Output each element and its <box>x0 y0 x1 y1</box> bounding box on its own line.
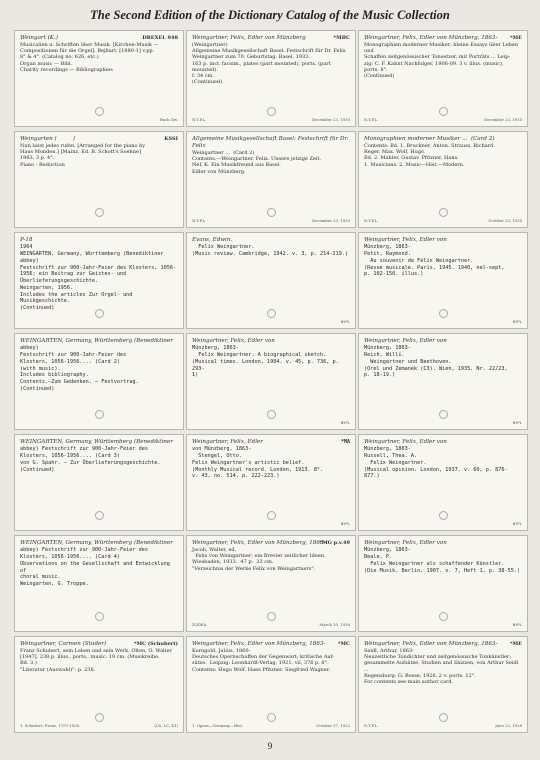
card-line: p. 102-150. illus.) <box>364 271 424 278</box>
card-line: Weingarten, 1956. <box>20 284 74 291</box>
card-line: Monographien moderner Musiker; kleine Essays über Leben und <box>364 41 520 55</box>
card-line: sätze. Leipzig: Leonhardt-Verlag, 1921. vii, 376 p. 8°. <box>192 660 329 667</box>
card-punch-hole <box>439 713 448 722</box>
card-line: Wiesbaden, 1933. 47 p. 23 cm. <box>192 559 274 566</box>
card-footer-text: 1. Opera—Germany—Hist. <box>192 723 244 729</box>
call-number: *MC <box>337 641 350 647</box>
card-footer-text: Bach Div. <box>160 117 178 123</box>
card-line: Schaffen zeitgenössischer Tonsetzer, mit Porträts ... Leip- <box>364 54 511 61</box>
card-line: Münzberg, 1863- <box>364 547 411 554</box>
card-footer <box>192 623 350 628</box>
card-line: Klosters, 1056-1956.... (Card 3) <box>20 453 120 460</box>
card-line: abbey) Festschrift zur 900-Jahr-Feier des <box>20 446 149 453</box>
card-heading: Weingartner, Felix, Edler von <box>192 338 275 344</box>
catalog-card <box>14 434 184 531</box>
card-heading: Weingart (K.) <box>20 35 58 41</box>
card-footer-text: October 23, 1935 <box>488 218 522 224</box>
card-line: (Die Musik. Berlin, 1907. v. 7, Heft 1, p. 38-55.) <box>364 567 521 574</box>
card-punch-hole <box>95 511 104 520</box>
card-line: Charity recordings — Bibliographies <box>20 66 113 73</box>
card-footer-text: N.Y.P.L. <box>364 218 379 224</box>
card-line: Jacob, Walter, ed. <box>192 546 237 553</box>
card-footer-text: NYPL <box>512 622 522 628</box>
card-footer-text: December 23, 1935 <box>312 117 350 123</box>
card-punch-hole <box>439 107 448 116</box>
card-footer <box>364 522 522 527</box>
card-footer <box>364 623 522 628</box>
card-line: (Continued) <box>20 305 55 312</box>
card-line: (Monthly Musical record. London, 1913. 8°. <box>192 466 324 473</box>
card-line: choral music. <box>20 574 61 581</box>
card-line: Compositionen für die Orgel]. Bejhart, [1880-1] v.pp. <box>20 48 155 55</box>
card-line: 1963. 3 p. 4°. <box>20 155 55 162</box>
card-line: Au souvenir de Félix Weingartner. <box>364 257 474 264</box>
card-line: 1956; ein Beitrag zur Geistes- und Überlieferungsgeschichte. <box>20 271 130 285</box>
catalog-card <box>186 535 356 632</box>
card-footer-text: NYPL <box>340 420 350 426</box>
card-line: Felix Weingartner. A biographical sketch. <box>192 352 327 359</box>
card-line: Allgemeine Musikgesellschaft Basel: Festschrift für Dr. Felix <box>192 48 346 55</box>
card-line: (Weingartner) <box>192 41 228 48</box>
card-punch-hole <box>267 511 276 520</box>
card-line: 1. Musicians. 2. Music—Hist.—Modern. <box>364 161 465 168</box>
card-line: For contents see main author card. <box>364 679 454 686</box>
call-number: DREXEL 948 <box>142 35 178 41</box>
card-footer-text: December 23, 1935 <box>484 117 522 123</box>
card-line: Felix von Weingartner; ein Brevier zeitlicher Ideen. <box>192 553 326 560</box>
card-footer <box>192 724 350 729</box>
card-line: Franz Schubert, sein Leben und sein Werk. Olten, O. Walter <box>20 647 173 654</box>
card-line: Piano - Reduction <box>20 161 65 168</box>
card-line: Contents: Bd. 1. Bruckner, Anton. Strauss, Richard. <box>364 142 495 149</box>
card-line: Felix Weingartner. <box>192 244 255 251</box>
catalog-card <box>186 434 356 531</box>
card-line: (Musical times. London, 1904. v. 45, p. 736, p. 293- <box>192 358 342 372</box>
card-punch-hole <box>95 208 104 217</box>
card-line: abbey) <box>20 257 39 264</box>
card-line: p. 18-19.) <box>364 372 396 379</box>
card-line: Reich, Willi. <box>364 352 405 359</box>
card-footer-text: 1. Schubert, Franz, 1797-1828. <box>20 723 81 729</box>
card-punch-hole <box>439 511 448 520</box>
card-line: 1) <box>192 372 199 379</box>
card-line: Klosters, 1056-1956.... (Card 2) <box>20 358 120 365</box>
card-punch-hole <box>267 107 276 116</box>
card-line: Weingartner und Beethoven. <box>364 358 452 365</box>
card-punch-hole <box>267 309 276 318</box>
card-line: zig: C. F. Kahnt Nachfolger, 1906-09. 3 v. illus. (music), <box>364 60 504 67</box>
catalog-card <box>358 30 528 127</box>
card-footer <box>364 724 522 729</box>
card-line: Observations on the Gesellschaft and Entwicklung of <box>20 560 174 574</box>
card-punch-hole <box>267 410 276 419</box>
call-number: *MC (Schubert) <box>133 641 178 647</box>
card-line: von G. Spahr. — Zur Überlieferungsgeschichte. <box>20 459 161 466</box>
card-line: (Continued) <box>20 466 55 473</box>
card-heading: Weingartner, Felix, Edler <box>192 439 263 445</box>
call-number: *ME <box>510 641 522 647</box>
card-footer-text: June 22, 1926 <box>495 723 522 729</box>
card-line: (Revue musicale. Paris, 1945. 1940, nel-sept, <box>364 264 505 271</box>
card-heading: Weingarten ( ) <box>20 136 75 142</box>
card-line: Contents.—Zum Gedenken. — Festvortrag. <box>20 379 139 386</box>
card-footer <box>20 118 178 123</box>
card-footer <box>192 522 350 527</box>
card-footer <box>364 421 522 426</box>
card-footer <box>192 421 350 426</box>
card-footer-text: NYPL <box>512 319 522 325</box>
card-line: WEINGARTEN, Germany, Württemberg (Benediktiner <box>20 251 164 258</box>
card-line: Reger, Max. Wolf, Hugo. <box>364 149 426 156</box>
call-number: *MG p.v.49 <box>319 540 350 546</box>
card-heading: WEINGARTEN, Germany, Württemberg (Benediktiner <box>20 439 173 445</box>
card-footer-text: N.Y.P.L. <box>364 117 379 123</box>
card-punch-hole <box>95 713 104 722</box>
card-line: Münzberg, 1863- <box>364 345 411 352</box>
card-grid <box>14 30 528 735</box>
card-punch-hole <box>439 208 448 217</box>
card-line: Beale, P. <box>364 554 393 561</box>
card-punch-hole <box>95 107 104 116</box>
catalog-card <box>14 333 184 430</box>
card-line: (Orel und Zemanek (C3). Wien, 1935. Nr. 22/23, <box>364 365 508 372</box>
card-footer <box>20 724 178 729</box>
card-punch-hole <box>439 612 448 621</box>
catalog-card <box>358 434 528 531</box>
card-punch-hole <box>439 410 448 419</box>
catalog-card <box>14 232 184 329</box>
card-line: Felix Weingartner als schaffender Künstler. <box>364 560 505 567</box>
card-footer <box>192 118 350 123</box>
call-number: KSSI <box>164 136 178 142</box>
call-number: *MBC <box>333 35 350 41</box>
card-punch-hole <box>95 410 104 419</box>
catalog-card <box>14 535 184 632</box>
catalog-card <box>14 131 184 228</box>
card-line: Bd. 2. Mahler, Gustav. Pfitzner, Hans. <box>364 155 459 162</box>
card-punch-hole <box>95 309 104 318</box>
card-line: von Münzberg, 1863- <box>192 446 252 453</box>
card-line: "Literatur (Auswahl)": p. 238. <box>20 666 96 673</box>
card-heading: Weingartner, Felix, Edler von <box>364 338 447 344</box>
card-line: Klosters, 1056-1956.... (Card 4) <box>20 554 120 561</box>
card-line: Regensburg: G. Bosse, 1926. 2 v. ports. 12°. <box>364 672 476 679</box>
card-line: abbey) <box>20 345 39 352</box>
page-title: The Second Edition of the Dictionary Catalog of the Music Collection <box>90 8 450 22</box>
card-punch-hole <box>267 208 276 217</box>
card-punch-hole <box>267 612 276 621</box>
card-line: 8° & 4°. (Catalog no. 626, etc.) <box>20 54 99 61</box>
card-line: Weingartner ... (Card 2) <box>192 149 255 156</box>
card-footer-text: NYPL <box>512 420 522 426</box>
card-heading: Weingartner, Felix, Edler von Münzberg <box>192 35 306 41</box>
card-heading: Weingartner, Felix, Edler von Münzberg, 1863- <box>192 641 326 647</box>
call-number: *MA <box>340 439 350 445</box>
card-punch-hole <box>439 309 448 318</box>
card-footer <box>192 219 350 224</box>
card-line: Organ music — Bibl. <box>20 60 73 67</box>
card-line: Petit, Raymond. <box>364 251 411 258</box>
card-heading: Weingartner, Carmen (Studer) <box>20 641 107 647</box>
card-line: (Continued) <box>364 73 395 80</box>
card-heading: WEINGARTEN, Germany, Württemberg (Benediktiner <box>20 338 173 344</box>
card-line: Weingarten, G. Troppe. <box>20 581 89 588</box>
card-line: gesammelte Aufsätze, Studien und Skizzen, von Arthur Seidl ... <box>364 660 520 673</box>
card-line: (Continued) <box>192 79 223 86</box>
card-heading: Evans, Edwin. <box>192 237 233 243</box>
card-footer-text: N.Y.P.L. <box>192 218 207 224</box>
catalog-card <box>358 333 528 430</box>
card-line: Includes bibliography. <box>20 372 89 379</box>
card-line: [1947]. 238 p. illus., ports., music. 19 cm. (Musikreihe, <box>20 654 160 661</box>
page-number: 9 <box>267 741 273 751</box>
card-line: 163 p. incl. facsim., plates (part mounted), ports. (part mounted). <box>192 60 333 73</box>
card-line: Weingartner zum 70. Geburtstag. Basel, 1933. <box>192 54 310 61</box>
card-footer-text: N.Y.P.L. <box>192 117 207 123</box>
call-number: *ME <box>510 35 522 41</box>
card-footer-text: March 10, 1936 <box>319 622 350 628</box>
card-line: Münzberg, 1863- <box>364 244 411 251</box>
card-line: Festschrift zur 900-Jahr-Feier des <box>20 352 127 359</box>
card-footer-text: October 27, 1922 <box>316 723 350 729</box>
card-line: ports. 8°. <box>364 66 388 73</box>
card-line: (Continued) <box>20 385 55 392</box>
card-line: Haus Monden.] [Mainz, Ed. B. Schott's Soehne] <box>20 149 141 156</box>
card-line: Neuzeitliche Tondichter und zeitgenössische Tonkünstler; <box>364 654 512 661</box>
catalog-card <box>186 30 356 127</box>
card-line: Festschrift zur 900-Jahr-Feier des Klosters, 1056- <box>20 264 177 271</box>
card-footer-text: (LD, LC, X1) <box>154 723 178 729</box>
card-heading: Weingartner, Felix, Edler von Münzberg, 1863- <box>364 35 498 41</box>
card-heading: Monographien moderner Musiker ... (Card 2) <box>364 136 495 142</box>
card-heading: WEINGARTEN, Germany, Württemberg (Benediktiner <box>20 540 173 546</box>
card-line: (Music review. Cambridge, 1942. v. 3, p. 214-219.) <box>192 251 349 258</box>
card-line: (with music). <box>20 365 61 372</box>
card-heading: Weingartner, Felix, Edler von Münzberg, 1863- <box>364 641 498 647</box>
card-line: (Musical opinion. London, 1937. v. 60, p. 876-877.) <box>364 466 508 480</box>
card-line: 1964 <box>20 244 33 251</box>
card-line: Contents: Hugo Wolf. Hans Pfitzner. Siegfried Wagner. <box>192 666 331 673</box>
card-line: Includes the articles Zur Orgel- und Musikgeschichte. <box>20 291 136 305</box>
card-footer-text: N.Y.P.L. <box>364 723 379 729</box>
card-heading: Allgemeine Musikgesellschaft Basel: Festschrift für Dr. Felix <box>192 136 351 149</box>
card-line: abbey) Festschrift zur 900-Jahr-Feier des <box>20 547 149 554</box>
card-footer <box>192 320 350 325</box>
catalog-card <box>358 232 528 329</box>
card-line: Seidl, Arthur, 1863- <box>364 647 414 654</box>
card-line: Contents.—Weingartner, Felix. Unsere jetzige Zeit. <box>192 156 322 163</box>
catalog-card <box>358 131 528 228</box>
card-punch-hole <box>95 612 104 621</box>
card-footer-text: December 23, 1935 <box>312 218 350 224</box>
card-line: Münzberg, 1863- <box>192 345 239 352</box>
card-punch-hole <box>267 713 276 722</box>
catalog-card <box>186 636 356 733</box>
card-heading: Weingartner, Felix, Edler von <box>364 540 447 546</box>
card-line: Deutsches Opernschaffen der Gegenwart; kritische Auf- <box>192 654 335 661</box>
card-line: Edler von Münzberg. <box>192 168 246 175</box>
catalog-card <box>14 30 184 127</box>
card-footer <box>364 219 522 224</box>
card-footer <box>364 118 522 123</box>
card-footer-text: NYPL <box>512 521 522 527</box>
catalog-card <box>186 333 356 430</box>
card-heading: Weingartner, Felix, Edler von <box>364 439 447 445</box>
card-line: Nun lasst jedes rufen. [Arranged for the piano by <box>20 142 146 149</box>
catalog-card <box>186 131 356 228</box>
catalog-card <box>14 636 184 733</box>
card-footer-text: NYPL <box>340 319 350 325</box>
card-line: "Verzeichnis der Werke Felix von Weingartners". <box>192 565 316 572</box>
catalog-card <box>358 636 528 733</box>
card-line: Stengel, Otto. <box>192 453 242 460</box>
card-line: Russell, Thea. A. <box>364 453 418 460</box>
card-line: Felix Weingartner's artistic belief. <box>192 459 305 466</box>
card-heading: Weingartner, Felix, Edler von <box>364 237 447 243</box>
card-line: Musicalien u. Schriften über Musik. [Kirchen-Musik — <box>20 41 159 48</box>
catalog-card <box>186 232 356 329</box>
card-line: Felix Weingartner. <box>364 459 427 466</box>
card-line: Münzberg, 1863- <box>364 446 411 453</box>
card-line: v. 43, no. 514, p. 222-223.) <box>192 473 280 480</box>
card-footer <box>364 320 522 325</box>
card-line: Nef, K. Ein Musikfreund aus Basel. <box>192 162 281 169</box>
card-heading: P-18 <box>20 237 33 243</box>
card-line: Korngold, Julius, 1860- <box>192 647 251 654</box>
card-footer-text: ZQDEA <box>192 622 207 628</box>
card-heading: Weingartner, Felix, Edler von Münzberg, 1863- <box>192 540 326 546</box>
catalog-card <box>358 535 528 632</box>
card-line: f. 34 cm. <box>192 73 214 80</box>
card-footer-text: NYPL <box>340 521 350 527</box>
card-line: Bd. 3.) <box>20 660 37 667</box>
